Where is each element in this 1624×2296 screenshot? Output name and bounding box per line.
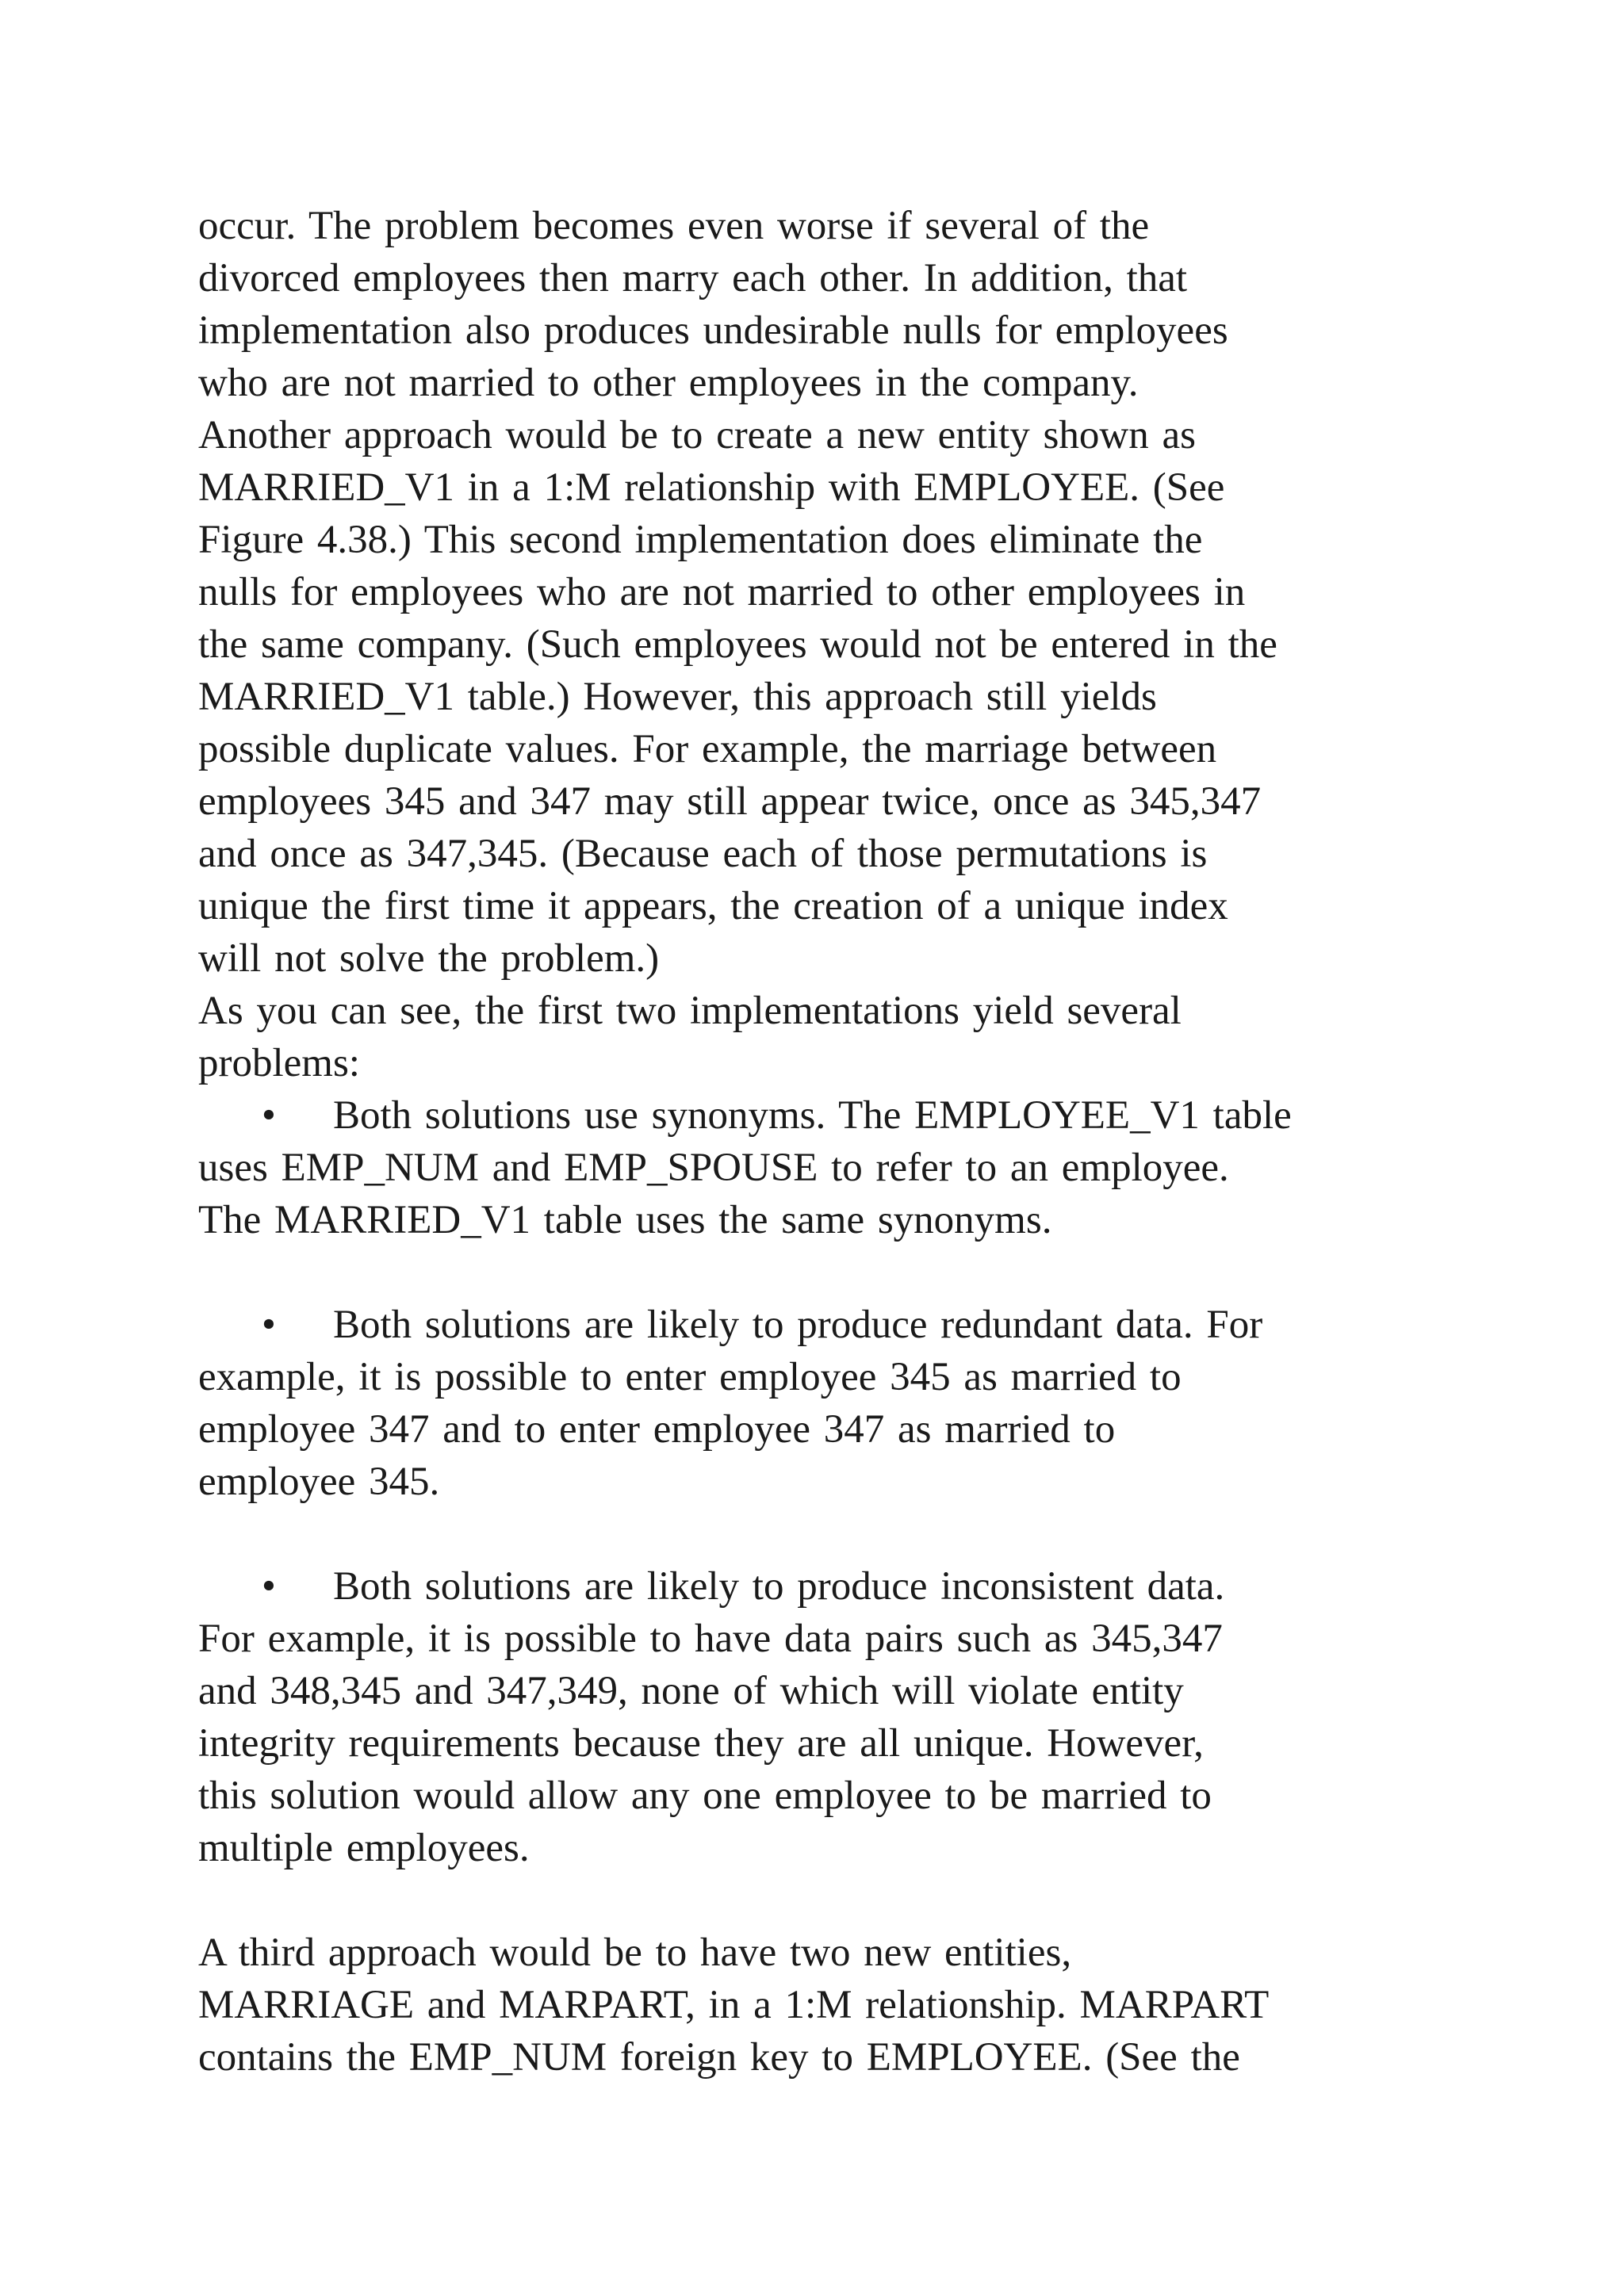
text-line: multiple employees. <box>198 1826 530 1870</box>
text-line: occur. The problem becomes even worse if several of the <box>198 204 1150 248</box>
text-line: employees 345 and 347 may still appear twice, once as 345,347 <box>198 779 1262 824</box>
text-line: employee 345. <box>198 1460 440 1504</box>
text-line: The MARRIED_V1 table uses the same synonyms. <box>198 1198 1052 1242</box>
text-line: Another approach would be to create a new entity shown as <box>198 413 1196 457</box>
bullet-marker: • <box>262 1564 276 1609</box>
text-line: integrity requirements because they are all unique. However, <box>198 1721 1204 1766</box>
text-line: Figure 4.38.) This second implementation does eliminate the <box>198 518 1203 562</box>
text-line: implementation also produces undesirable nulls for employees <box>198 308 1228 353</box>
bullet-first-line <box>198 1299 1451 1351</box>
text-line: A third approach would be to have two new entities, <box>198 1931 1072 1975</box>
paragraph-2 <box>198 1927 1451 2084</box>
bullet-text: Both solutions use synonyms. The EMPLOYEE_V1 table <box>333 1093 1292 1138</box>
bullet-marker: • <box>262 1093 276 1138</box>
bullet-first-line <box>198 1560 1451 1613</box>
bullet-text: Both solutions are likely to produce redundant data. For <box>333 1303 1263 1347</box>
text-line: divorced employees then marry each other. In addition, that <box>198 256 1188 300</box>
text-line: who are not married to other employees in the company. <box>198 361 1139 405</box>
text-line: will not solve the problem.) <box>198 936 660 981</box>
blank-line <box>198 1874 1451 1927</box>
text-line: employee 347 and to enter employee 347 as married to <box>198 1407 1116 1452</box>
document-text <box>198 200 1451 2084</box>
text-line: MARRIAGE and MARPART, in a 1:M relationship. MARPART <box>198 1983 1270 2027</box>
text-line: For example, it is possible to have data pairs such as 345,347 <box>198 1617 1223 1661</box>
blank-line <box>198 1246 1451 1299</box>
text-line: and 348,345 and 347,349, none of which will violate entity <box>198 1669 1184 1713</box>
text-line: this solution would allow any one employee to be married to <box>198 1774 1212 1818</box>
bullet-text: Both solutions are likely to produce inconsistent data. <box>333 1564 1225 1609</box>
text-line: As you can see, the first two implementations yield several <box>198 989 1182 1033</box>
text-line: MARRIED_V1 table.) However, this approach still yields <box>198 675 1157 719</box>
bullet-marker: • <box>262 1303 276 1347</box>
text-line: problems: <box>198 1041 360 1085</box>
bullet-item-2 <box>198 1299 1451 1508</box>
bullet-item-1 <box>198 1089 1451 1246</box>
text-line: MARRIED_V1 in a 1:M relationship with EMPLOYEE. (See <box>198 465 1225 510</box>
text-line: unique the first time it appears, the creation of a unique index <box>198 884 1228 928</box>
text-line: and once as 347,345. (Because each of those permutations is <box>198 832 1208 876</box>
text-line: example, it is possible to enter employee 345 as married to <box>198 1355 1182 1399</box>
text-line: the same company. (Such employees would not be entered in the <box>198 622 1277 667</box>
text-line: contains the EMP_NUM foreign key to EMPLOYEE. (See the <box>198 2035 1240 2080</box>
paragraph-1 <box>198 200 1451 1089</box>
text-line: nulls for employees who are not married to other employees in <box>198 570 1246 614</box>
blank-line <box>198 1508 1451 1560</box>
bullet-item-3 <box>198 1560 1451 1874</box>
text-line: possible duplicate values. For example, the marriage between <box>198 727 1217 771</box>
bullet-first-line <box>198 1089 1451 1142</box>
text-line: uses EMP_NUM and EMP_SPOUSE to refer to an employee. <box>198 1146 1229 1190</box>
